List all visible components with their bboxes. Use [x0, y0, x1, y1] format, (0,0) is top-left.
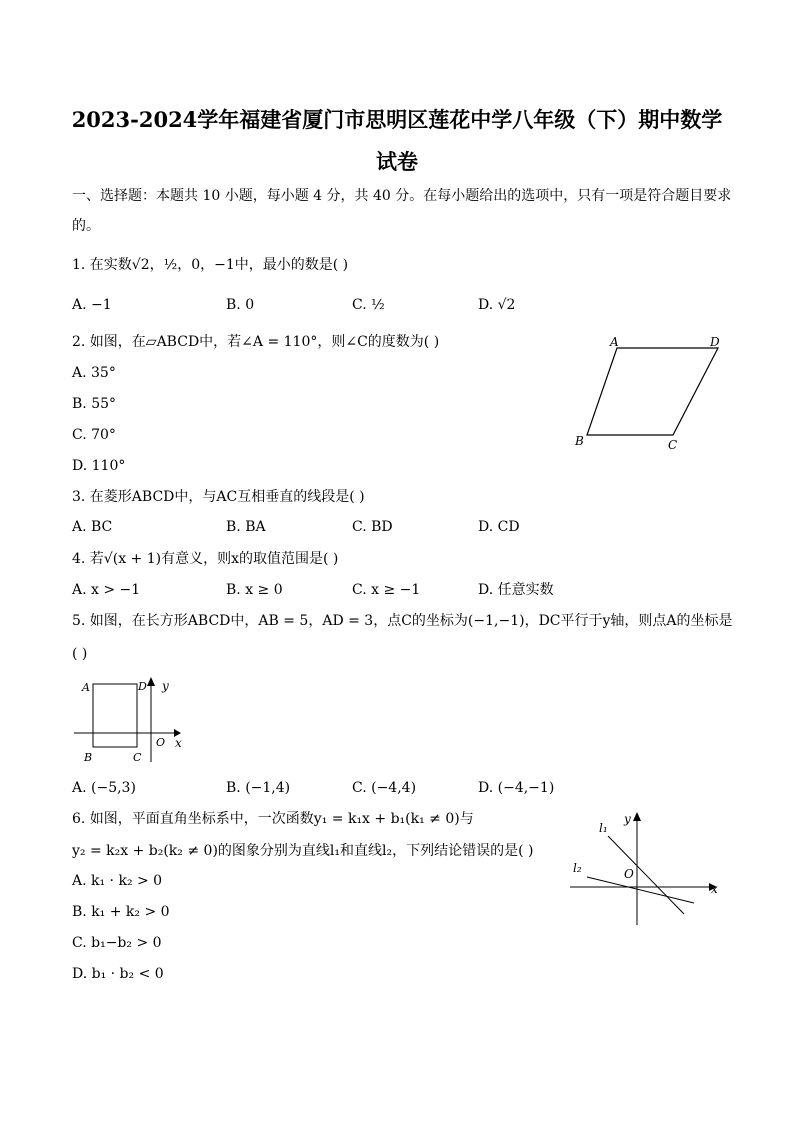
label-x: x: [175, 736, 182, 750]
section-instructions-line1: 一、选择题：本题共 10 小题，每小题 4 分，共 40 分。在每小题给出的选项中，只有一项是符合题目要求: [72, 188, 732, 204]
exam-title-line2: 试卷: [376, 149, 418, 174]
question-3-option-d: D. CD: [478, 519, 520, 535]
question-6-stem-line1: 6. 如图，平面直角坐标系中，一次函数y₁ = k₁x + b₁(k₁ ≠ 0)与: [72, 811, 474, 827]
vertex-label-d: D: [710, 335, 720, 349]
question-2-option-b: B. 55°: [72, 396, 117, 412]
label-d: D: [138, 680, 147, 693]
section-instructions-line2: 的。: [72, 218, 100, 234]
rectangle-abcd: [93, 684, 137, 747]
question-1-option-c: C. ½: [352, 297, 385, 313]
question-2-option-a: A. 35°: [72, 365, 116, 381]
question-6-option-c: C. b₁−b₂ > 0: [72, 935, 162, 951]
rectangle-coordinate-figure: [70, 672, 195, 767]
vertex-label-a: A: [610, 335, 619, 349]
question-4-option-c: C. x ≥ −1: [352, 582, 421, 598]
question-4-option-d: D. 任意实数: [478, 582, 554, 598]
vertex-label-c: C: [668, 438, 678, 452]
label-y: y: [162, 679, 169, 693]
question-5-option-a: A. (−5,3): [72, 780, 136, 796]
label-o: O: [624, 867, 634, 881]
question-1-option-a: A. −1: [72, 297, 112, 313]
y-axis-arrow: [147, 677, 155, 686]
linear-functions-figure: [565, 808, 725, 928]
line-l1: [608, 836, 684, 914]
question-4-option-a: A. x > −1: [72, 582, 141, 598]
exam-title-line1: 2023-2024学年福建省厦门市思明区莲花中学八年级（下）期中数学: [71, 107, 723, 132]
question-5-option-c: C. (−4,4): [352, 780, 417, 796]
question-4-option-b: B. x ≥ 0: [226, 582, 283, 598]
question-3-option-b: B. BA: [226, 519, 266, 535]
question-6-option-b: B. k₁ + k₂ > 0: [72, 904, 170, 920]
question-4-stem: 4. 若√(x + 1)有意义，则x的取值范围是( ): [72, 551, 339, 567]
line-l2: [587, 877, 694, 903]
question-6-option-d: D. b₁ · b₂ < 0: [72, 966, 164, 982]
label-l1: l₁: [599, 821, 608, 835]
question-3-option-c: C. BD: [352, 519, 393, 535]
question-2-stem: 2. 如图，在▱ABCD中，若∠A = 110°，则∠C的度数为( ): [72, 334, 440, 350]
question-2-option-d: D. 110°: [72, 458, 126, 474]
question-1-stem: 1. 在实数√2，½，0，−1中，最小的数是( ): [72, 257, 349, 273]
question-6-stem-line2: y₂ = k₂x + b₂(k₂ ≠ 0)的图象分别为直线l₁和直线l₂，下列结论错误的是( ): [72, 843, 534, 859]
question-1-option-b: B. 0: [226, 297, 255, 313]
question-3-stem: 3. 在菱形ABCD中，与AC互相垂直的线段是( ): [72, 489, 365, 505]
label-x: x: [711, 882, 718, 896]
question-5-option-b: B. (−1,4): [226, 780, 291, 796]
label-l2: l₂: [573, 861, 582, 875]
label-o: O: [156, 736, 166, 749]
question-1-option-d: D. √2: [478, 297, 516, 313]
question-3-option-a: A. BC: [72, 519, 113, 535]
question-6-option-a: A. k₁ · k₂ > 0: [72, 873, 163, 889]
question-5-stem-line2: ( ): [72, 646, 88, 662]
label-c: C: [133, 751, 142, 764]
label-b: B: [84, 751, 93, 764]
vertex-label-b: B: [575, 434, 584, 448]
question-5-stem-line1: 5. 如图，在长方形ABCD中，AB = 5，AD = 3，点C的坐标为(−1,−1)，DC平行于y轴，则点A的坐标是: [72, 613, 733, 629]
question-2-option-c: C. 70°: [72, 427, 116, 443]
question-5-option-d: D. (−4,−1): [478, 780, 555, 796]
label-y: y: [624, 812, 631, 826]
parallelogram-figure: [570, 330, 730, 455]
y-axis-arrow: [633, 812, 641, 821]
parallelogram-shape: [587, 348, 718, 435]
label-a: A: [82, 681, 90, 694]
